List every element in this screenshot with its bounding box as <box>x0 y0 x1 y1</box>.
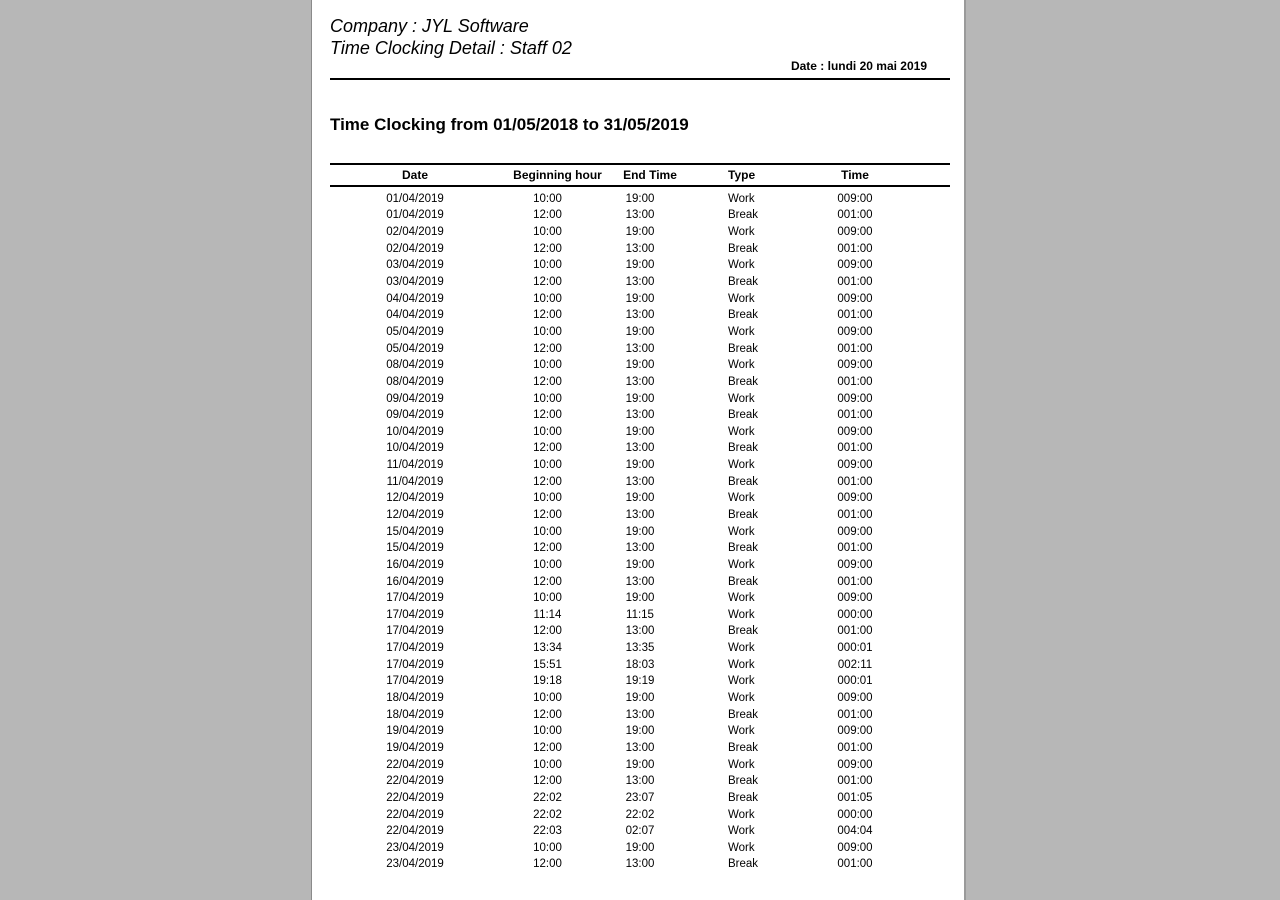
table-row <box>330 457 950 474</box>
cell-date: 11/04/2019 <box>386 459 444 472</box>
cell-date: 04/04/2019 <box>386 309 444 322</box>
cell-beginning-hour: 12:00 <box>533 625 562 638</box>
cell-beginning-hour: 10:00 <box>533 492 562 505</box>
cell-type: Break <box>728 791 759 804</box>
cell-type: Break <box>728 775 759 788</box>
cell-type: Break <box>728 342 759 355</box>
table-body <box>330 187 950 873</box>
cell-type: Break <box>728 475 759 488</box>
cell-time: 009:00 <box>837 758 873 771</box>
cell-type: Work <box>728 608 755 621</box>
cell-time: 009:00 <box>837 259 873 272</box>
column-header-beginning-hour: Beginning hour <box>513 168 602 182</box>
column-header-date: Date <box>401 168 428 182</box>
cell-date: 23/04/2019 <box>386 858 444 871</box>
cell-type: Work <box>728 226 755 239</box>
cell-time: 001:00 <box>837 276 873 289</box>
cell-time: 001:00 <box>837 858 873 871</box>
cell-end-time: 13:00 <box>625 708 655 721</box>
cell-time: 001:00 <box>837 342 873 355</box>
table-row <box>330 423 950 440</box>
cell-beginning-hour: 10:00 <box>533 359 562 372</box>
cell-end-time: 11:15 <box>626 608 654 621</box>
cell-date: 11/04/2019 <box>386 475 444 488</box>
cell-beginning-hour: 10:00 <box>533 325 562 338</box>
cell-beginning-hour: 10:00 <box>533 292 562 305</box>
cell-end-time: 13:00 <box>625 409 655 422</box>
cell-end-time: 13:35 <box>625 642 655 655</box>
company-line: Company : JYL Software <box>330 16 529 36</box>
cell-time: 009:00 <box>837 492 873 505</box>
column-header-type: Type <box>728 168 756 182</box>
cell-end-time: 13:00 <box>625 741 655 754</box>
cell-time: 001:00 <box>837 575 873 588</box>
cell-beginning-hour: 12:00 <box>533 508 562 521</box>
cell-date: 17/04/2019 <box>386 642 444 655</box>
cell-beginning-hour: 10:00 <box>533 841 562 854</box>
cell-end-time: 13:00 <box>625 542 655 555</box>
cell-time: 001:00 <box>837 508 873 521</box>
cell-time: 009:00 <box>837 325 873 338</box>
cell-end-time: 13:00 <box>625 209 655 222</box>
cell-date: 12/04/2019 <box>386 508 444 521</box>
cell-time: 009:00 <box>837 226 873 239</box>
cell-date: 09/04/2019 <box>386 409 444 422</box>
table-row <box>330 773 950 790</box>
cell-beginning-hour: 12:00 <box>533 542 562 555</box>
cell-end-time: 19:00 <box>625 592 655 605</box>
cell-beginning-hour: 10:00 <box>533 558 562 571</box>
cell-beginning-hour: 10:00 <box>533 392 562 405</box>
table-row <box>330 207 950 224</box>
cell-type: Work <box>728 658 755 671</box>
cell-date: 18/04/2019 <box>386 708 444 721</box>
cell-date: 01/04/2019 <box>386 209 444 222</box>
cell-time: 009:00 <box>837 359 873 372</box>
cell-type: Break <box>728 625 759 638</box>
cell-type: Work <box>728 825 755 838</box>
cell-end-time: 19:00 <box>625 226 655 239</box>
cell-type: Break <box>728 741 759 754</box>
cell-end-time: 19:00 <box>625 841 655 854</box>
table-row <box>330 573 950 590</box>
cell-time: 009:00 <box>837 592 873 605</box>
cell-time: 001:00 <box>837 625 873 638</box>
table-row <box>330 790 950 807</box>
cell-time: 001:00 <box>837 475 873 488</box>
column-header-end-time: End Time <box>623 168 677 182</box>
cell-type: Work <box>728 642 755 655</box>
cell-beginning-hour: 12:00 <box>533 858 562 871</box>
cell-time: 009:00 <box>837 192 873 205</box>
cell-beginning-hour: 10:00 <box>533 259 562 272</box>
cell-type: Break <box>728 508 759 521</box>
cell-type: Work <box>728 758 755 771</box>
table-row <box>330 240 950 257</box>
cell-beginning-hour: 10:00 <box>533 692 562 705</box>
cell-end-time: 13:00 <box>625 375 655 388</box>
cell-beginning-hour: 10:00 <box>533 758 562 771</box>
cell-time: 001:00 <box>837 209 873 222</box>
cell-end-time: 13:00 <box>625 625 655 638</box>
table-row <box>330 257 950 274</box>
cell-beginning-hour: 10:00 <box>533 725 562 738</box>
table-row <box>330 274 950 291</box>
cell-beginning-hour: 12:00 <box>533 209 562 222</box>
table-row <box>330 540 950 557</box>
table-header-row <box>330 165 950 185</box>
cell-end-time: 13:00 <box>625 442 655 455</box>
cell-type: Work <box>728 259 755 272</box>
table-row <box>330 656 950 673</box>
cell-beginning-hour: 10:00 <box>533 425 562 438</box>
cell-time: 009:00 <box>837 525 873 538</box>
cell-date: 18/04/2019 <box>386 692 444 705</box>
cell-time: 000:00 <box>837 608 873 621</box>
cell-end-time: 13:00 <box>625 475 655 488</box>
cell-end-time: 13:00 <box>625 242 655 255</box>
table-row <box>330 523 950 540</box>
table-row <box>330 440 950 457</box>
cell-beginning-hour: 12:00 <box>533 575 562 588</box>
cell-type: Work <box>728 325 755 338</box>
cell-date: 17/04/2019 <box>386 625 444 638</box>
cell-date: 16/04/2019 <box>386 575 444 588</box>
cell-type: Work <box>728 692 755 705</box>
table-row <box>330 723 950 740</box>
cell-end-time: 19:00 <box>625 292 655 305</box>
table-row <box>330 640 950 657</box>
report-page <box>311 0 966 900</box>
cell-type: Work <box>728 392 755 405</box>
cell-date: 08/04/2019 <box>386 375 444 388</box>
table-row <box>330 390 950 407</box>
cell-end-time: 19:00 <box>625 259 655 272</box>
cell-date: 16/04/2019 <box>386 558 444 571</box>
cell-time: 001:00 <box>837 242 873 255</box>
cell-type: Break <box>728 442 759 455</box>
cell-beginning-hour: 22:02 <box>533 791 562 804</box>
cell-date: 09/04/2019 <box>386 392 444 405</box>
cell-date: 22/04/2019 <box>386 791 444 804</box>
cell-end-time: 19:00 <box>625 758 655 771</box>
cell-time: 009:00 <box>837 292 873 305</box>
cell-end-time: 19:00 <box>625 325 655 338</box>
cell-time: 009:00 <box>837 392 873 405</box>
table-row <box>330 490 950 507</box>
cell-time: 001:00 <box>837 741 873 754</box>
cell-date: 10/04/2019 <box>386 442 444 455</box>
cell-beginning-hour: 22:02 <box>533 808 562 821</box>
cell-type: Work <box>728 558 755 571</box>
cell-end-time: 19:00 <box>625 459 655 472</box>
cell-date: 22/04/2019 <box>386 825 444 838</box>
cell-date: 05/04/2019 <box>386 342 444 355</box>
cell-type: Break <box>728 209 759 222</box>
cell-end-time: 19:00 <box>625 392 655 405</box>
table-row <box>330 340 950 357</box>
cell-time: 000:01 <box>837 642 873 655</box>
cell-beginning-hour: 12:00 <box>533 775 562 788</box>
cell-beginning-hour: 15:51 <box>533 658 562 671</box>
table-row <box>330 706 950 723</box>
cell-date: 12/04/2019 <box>386 492 444 505</box>
table-row <box>330 357 950 374</box>
cell-date: 08/04/2019 <box>386 359 444 372</box>
cell-time: 001:00 <box>837 375 873 388</box>
cell-end-time: 22:02 <box>625 808 655 821</box>
report-date: Date : lundi 20 mai 2019 <box>790 59 927 73</box>
table-row <box>330 324 950 341</box>
cell-end-time: 19:00 <box>625 725 655 738</box>
cell-type: Break <box>728 242 759 255</box>
cell-end-time: 13:00 <box>625 309 655 322</box>
cell-date: 15/04/2019 <box>386 525 444 538</box>
cell-time: 000:01 <box>837 675 873 688</box>
cell-beginning-hour: 10:00 <box>533 525 562 538</box>
table-row <box>330 191 950 208</box>
cell-type: Work <box>728 525 755 538</box>
cell-time: 004:04 <box>837 825 873 838</box>
cell-type: Work <box>728 292 755 305</box>
cell-date: 22/04/2019 <box>386 808 444 821</box>
table-row <box>330 307 950 324</box>
cell-time: 001:00 <box>837 442 873 455</box>
cell-time: 001:00 <box>837 309 873 322</box>
cell-end-time: 18:03 <box>625 658 655 671</box>
cell-time: 009:00 <box>837 425 873 438</box>
cell-type: Break <box>728 309 759 322</box>
cell-date: 22/04/2019 <box>386 758 444 771</box>
cell-date: 22/04/2019 <box>386 775 444 788</box>
cell-type: Work <box>728 192 755 205</box>
cell-end-time: 19:00 <box>625 359 655 372</box>
report-subtitle-line: Time Clocking Detail : Staff 02 <box>330 38 572 58</box>
cell-date: 10/04/2019 <box>386 425 444 438</box>
cell-beginning-hour: 10:00 <box>533 592 562 605</box>
cell-end-time: 13:00 <box>625 342 655 355</box>
cell-time: 009:00 <box>837 725 873 738</box>
table-row <box>330 557 950 574</box>
cell-date: 04/04/2019 <box>386 292 444 305</box>
cell-time: 000:00 <box>837 808 873 821</box>
cell-end-time: 23:07 <box>625 791 655 804</box>
cell-time: 001:05 <box>837 791 873 804</box>
table-row <box>330 740 950 757</box>
cell-date: 17/04/2019 <box>386 608 444 621</box>
cell-type: Break <box>728 542 759 555</box>
cell-end-time: 19:00 <box>625 558 655 571</box>
cell-type: Work <box>728 675 755 688</box>
cell-type: Work <box>728 459 755 472</box>
table-row <box>330 623 950 640</box>
cell-beginning-hour: 22:03 <box>533 825 562 838</box>
cell-time: 009:00 <box>837 841 873 854</box>
table-row <box>330 756 950 773</box>
cell-beginning-hour: 12:00 <box>533 708 562 721</box>
cell-beginning-hour: 12:00 <box>533 309 562 322</box>
cell-beginning-hour: 10:00 <box>533 192 562 205</box>
cell-beginning-hour: 12:00 <box>533 475 562 488</box>
cell-type: Work <box>728 592 755 605</box>
cell-end-time: 13:00 <box>625 775 655 788</box>
table-row <box>330 690 950 707</box>
cell-end-time: 19:00 <box>625 425 655 438</box>
cell-type: Work <box>728 841 755 854</box>
cell-type: Break <box>728 409 759 422</box>
cell-type: Break <box>728 575 759 588</box>
cell-type: Break <box>728 375 759 388</box>
cell-date: 19/04/2019 <box>386 725 444 738</box>
cell-date: 05/04/2019 <box>386 325 444 338</box>
cell-date: 01/04/2019 <box>386 192 444 205</box>
table-row <box>330 823 950 840</box>
table-row <box>330 374 950 391</box>
table-row <box>330 224 950 241</box>
cell-date: 15/04/2019 <box>386 542 444 555</box>
cell-beginning-hour: 12:00 <box>533 342 562 355</box>
cell-beginning-hour: 12:00 <box>533 741 562 754</box>
cell-end-time: 13:00 <box>625 276 655 289</box>
table-row <box>330 856 950 873</box>
cell-type: Work <box>728 425 755 438</box>
cell-beginning-hour: 11:14 <box>533 608 562 621</box>
column-header-time: Time <box>841 168 869 182</box>
cell-date: 23/04/2019 <box>386 841 444 854</box>
cell-date: 02/04/2019 <box>386 242 444 255</box>
cell-end-time: 19:00 <box>625 692 655 705</box>
cell-type: Work <box>728 492 755 505</box>
cell-beginning-hour: 10:00 <box>533 226 562 239</box>
table-row <box>330 407 950 424</box>
cell-beginning-hour: 10:00 <box>533 459 562 472</box>
cell-type: Work <box>728 808 755 821</box>
cell-end-time: 19:00 <box>625 192 655 205</box>
cell-type: Work <box>728 725 755 738</box>
cell-date: 17/04/2019 <box>386 658 444 671</box>
cell-time: 001:00 <box>837 542 873 555</box>
header-rule <box>330 78 950 80</box>
cell-date: 17/04/2019 <box>386 675 444 688</box>
cell-type: Break <box>728 858 759 871</box>
table-row <box>330 839 950 856</box>
cell-end-time: 13:00 <box>625 858 655 871</box>
cell-time: 001:00 <box>837 775 873 788</box>
cell-date: 19/04/2019 <box>386 741 444 754</box>
cell-type: Break <box>728 276 759 289</box>
cell-beginning-hour: 12:00 <box>533 276 562 289</box>
table-row <box>330 473 950 490</box>
cell-time: 002:11 <box>837 658 873 671</box>
cell-date: 03/04/2019 <box>386 276 444 289</box>
cell-date: 02/04/2019 <box>386 226 444 239</box>
cell-end-time: 19:00 <box>625 525 655 538</box>
cell-beginning-hour: 12:00 <box>533 442 562 455</box>
cell-beginning-hour: 19:18 <box>533 675 562 688</box>
cell-end-time: 19:19 <box>625 675 655 688</box>
cell-time: 009:00 <box>837 459 873 472</box>
cell-end-time: 13:00 <box>625 575 655 588</box>
cell-beginning-hour: 13:34 <box>533 642 562 655</box>
table-row <box>330 290 950 307</box>
table-row <box>330 507 950 524</box>
table-row <box>330 607 950 624</box>
cell-beginning-hour: 12:00 <box>533 375 562 388</box>
cell-type: Break <box>728 708 759 721</box>
cell-time: 001:00 <box>837 409 873 422</box>
cell-time: 009:00 <box>837 558 873 571</box>
report-title: Time Clocking from 01/05/2018 to 31/05/2019 <box>330 115 689 134</box>
cell-beginning-hour: 12:00 <box>533 409 562 422</box>
cell-time: 009:00 <box>837 692 873 705</box>
table-row <box>330 806 950 823</box>
cell-end-time: 13:00 <box>625 508 655 521</box>
cell-beginning-hour: 12:00 <box>533 242 562 255</box>
cell-date: 03/04/2019 <box>386 259 444 272</box>
table-row <box>330 673 950 690</box>
cell-end-time: 02:07 <box>625 825 655 838</box>
table-row <box>330 590 950 607</box>
cell-end-time: 19:00 <box>625 492 655 505</box>
cell-type: Work <box>728 359 755 372</box>
cell-date: 17/04/2019 <box>386 592 444 605</box>
cell-time: 001:00 <box>837 708 873 721</box>
